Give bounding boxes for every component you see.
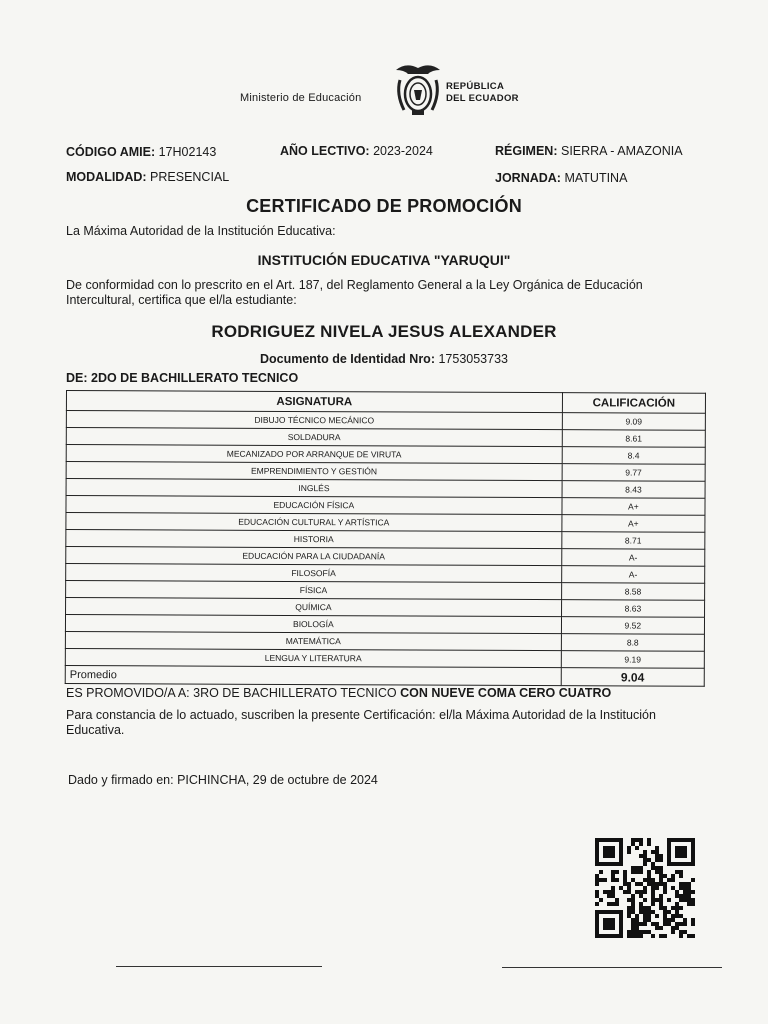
subject-cell: FILOSOFÍA: [66, 564, 562, 583]
subject-cell: MATEMÁTICA: [65, 631, 561, 650]
average-row: [65, 665, 704, 686]
amie-label: CÓDIGO AMIE:: [66, 145, 156, 159]
amie-value: 17H02143: [158, 145, 217, 159]
republic-label: [446, 81, 519, 105]
modalidad: [66, 170, 229, 184]
regimen: [495, 144, 683, 158]
constancia-text: Para constancia de lo actuado, suscriben la presente Certificación: el/la Máxima Autoridad de la Institución Educativa.: [66, 708, 656, 737]
grade-cell: 8.4: [562, 447, 705, 465]
subject-cell: BIOLOGÍA: [65, 615, 561, 634]
grade-cell: 8.58: [561, 583, 704, 601]
regimen-value: SIERRA - AMAZONIA: [560, 144, 683, 158]
column-header-grade: CALIFICACIÓN: [562, 393, 705, 414]
subject-cell: DIBUJO TÉCNICO MECÁNICO: [66, 411, 562, 430]
grade-cell: 9.77: [562, 464, 705, 482]
signed-place-date: Dado y firmado en: PICHINCHA, 29 de octubre de 2024: [68, 773, 378, 787]
grade-cell: A+: [562, 515, 705, 533]
school-year: [280, 144, 433, 158]
subject-cell: QUÍMICA: [66, 598, 562, 617]
student-name: RODRIGUEZ NIVELA JESUS ALEXANDER: [211, 322, 557, 341]
institution-name: INSTITUCIÓN EDUCATIVA "YARUQUI": [257, 252, 511, 268]
jornada: [495, 171, 627, 185]
average-label: Promedio: [65, 665, 561, 685]
promotion-course: ES PROMOVIDO/A A: 3RO DE BACHILLERATO TECNICO: [66, 686, 397, 700]
grade-cell: 9.19: [561, 651, 704, 669]
grade-cell: A-: [561, 566, 704, 584]
modalidad-label: MODALIDAD:: [66, 170, 147, 184]
subject-cell: SOLDADURA: [66, 428, 562, 447]
subject-cell: MECANIZADO POR ARRANQUE DE VIRUTA: [66, 445, 562, 464]
grade-cell: 8.43: [562, 481, 705, 499]
subject-cell: EDUCACIÓN FÍSICA: [66, 496, 562, 515]
subject-cell: LENGUA Y LITERATURA: [65, 648, 561, 667]
conformity-text: De conformidad con lo prescrito en el Art. 187, del Reglamento General a la Ley Orgánica de Educación Intercultural, certifica que el/la estudiante:: [66, 278, 643, 307]
grade-cell: 8.8: [561, 634, 704, 652]
subject-cell: EDUCACIÓN PARA LA CIUDADANÍA: [66, 547, 562, 566]
subject-cell: FÍSICA: [66, 581, 562, 600]
grade-cell: A-: [561, 549, 704, 567]
column-header-subject: ASIGNATURA: [66, 391, 562, 413]
grade-cell: 8.63: [561, 600, 704, 618]
certificate-title: CERTIFICADO DE PROMOCIÓN: [246, 196, 522, 216]
signature-line-right: [502, 967, 722, 968]
course-label: DE: 2DO DE BACHILLERATO TECNICO: [66, 371, 299, 385]
subject-cell: INGLÉS: [66, 479, 562, 498]
grade-cell: A+: [562, 498, 705, 516]
promotion-statement: [66, 686, 611, 700]
average-value: 9.04: [561, 668, 704, 687]
doc-label: Documento de Identidad Nro:: [259, 352, 435, 366]
qr-code-icon: [593, 838, 697, 938]
promotion-grade-words: CON NUEVE COMA CERO CUATRO: [400, 686, 612, 700]
subject-cell: HISTORIA: [66, 530, 562, 549]
doc-value: 1753053733: [438, 352, 508, 366]
grades-body: [65, 411, 705, 669]
year-value: 2023-2024: [373, 144, 433, 158]
regimen-label: RÉGIMEN:: [495, 144, 558, 158]
republic-line-2: DEL ECUADOR: [446, 93, 519, 104]
authority-text: La Máxima Autoridad de la Institución Educativa:: [66, 224, 336, 238]
republic-line-1: REPÚBLICA: [446, 81, 505, 92]
subject-cell: EMPRENDIMIENTO Y GESTIÓN: [66, 462, 562, 481]
modalidad-value: PRESENCIAL: [150, 170, 230, 184]
grade-cell: 8.71: [562, 532, 705, 550]
student-document: [0, 352, 768, 366]
subject-cell: EDUCACIÓN CULTURAL Y ARTÍSTICA: [66, 513, 562, 532]
jornada-label: JORNADA:: [495, 171, 561, 185]
ecuador-coat-of-arms-icon: [392, 60, 444, 118]
table-header-row: [66, 391, 705, 414]
grade-cell: 9.09: [562, 413, 705, 431]
ministry-name: Ministerio de Educación: [240, 92, 362, 104]
grades-table: [65, 390, 706, 687]
grade-cell: 9.52: [561, 617, 704, 635]
grade-cell: 8.61: [562, 430, 705, 448]
amie-code: [66, 145, 216, 159]
signature-line-left: [116, 966, 322, 967]
year-label: AÑO LECTIVO:: [280, 144, 370, 158]
jornada-value: MATUTINA: [564, 171, 628, 185]
